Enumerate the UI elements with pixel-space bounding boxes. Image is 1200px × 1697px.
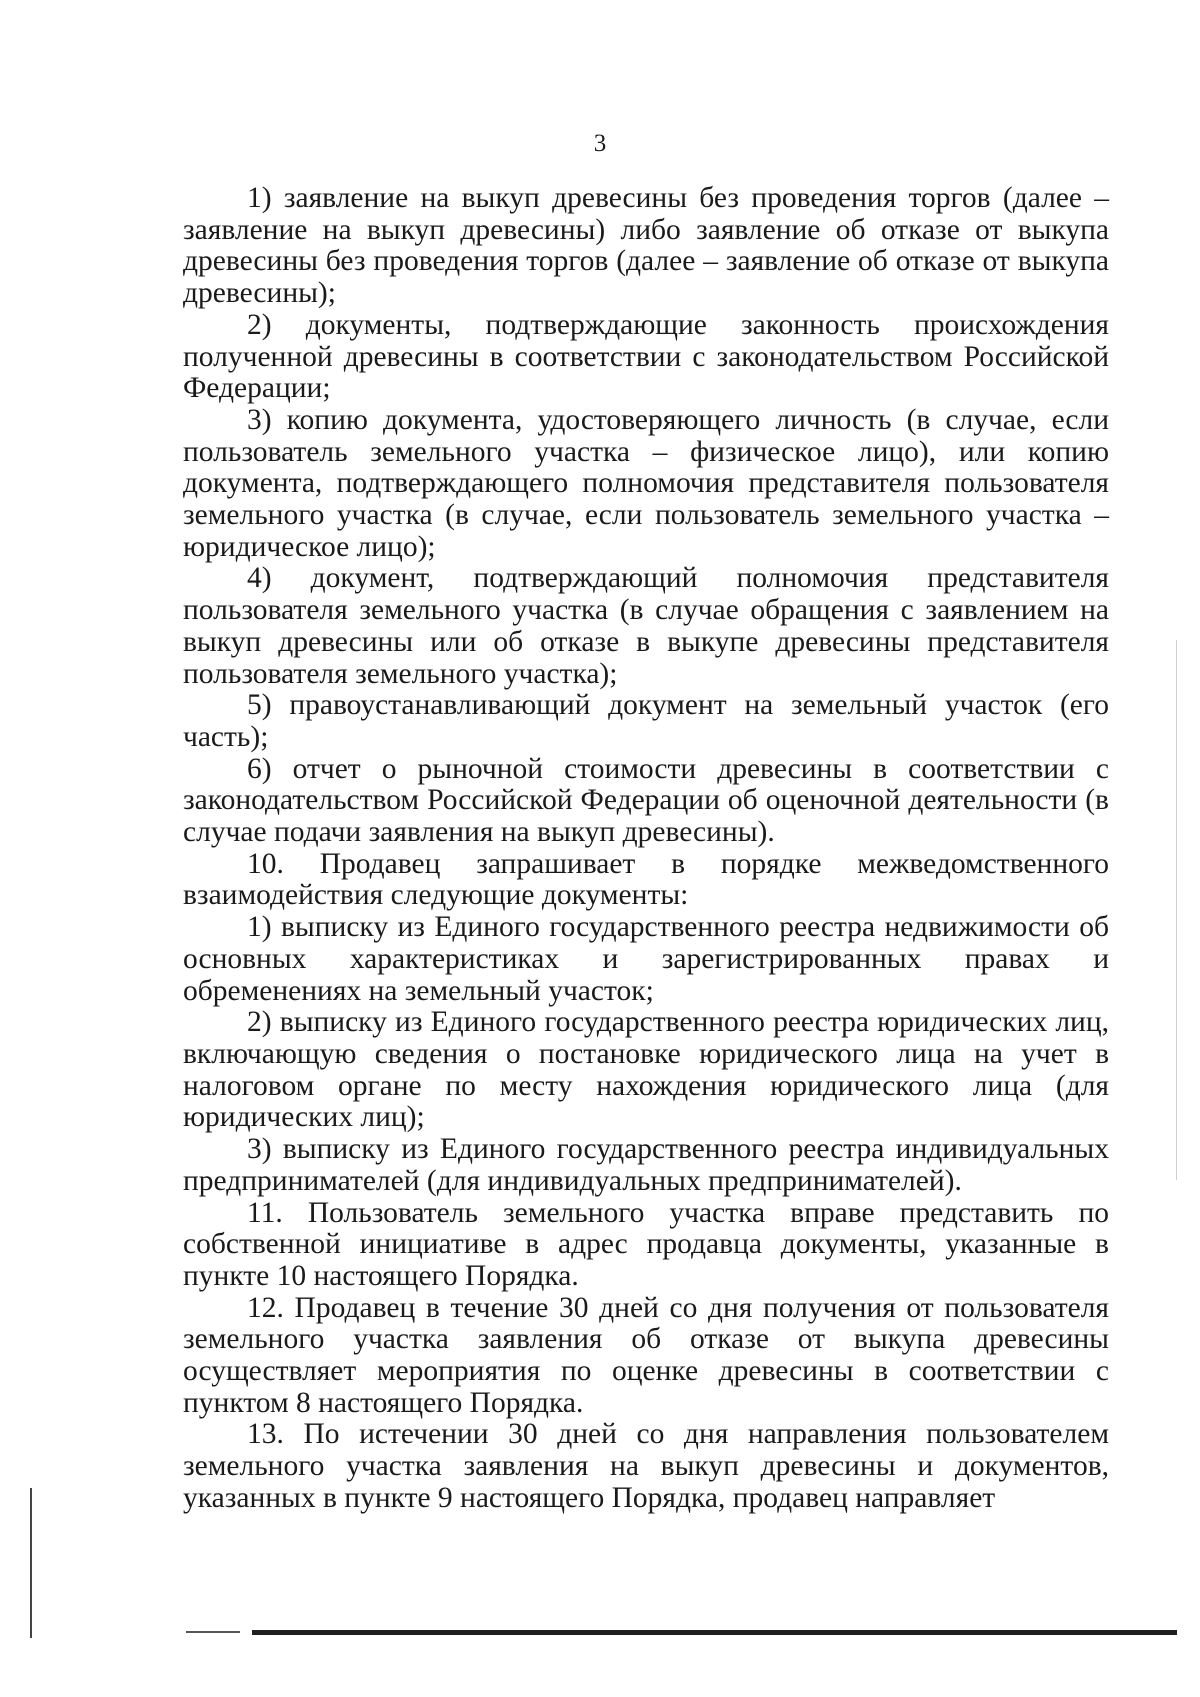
scan-edge-left	[30, 1488, 32, 1638]
paragraph-clause-10-item-2: 2) выписку из Единого государственного реестра юридических лиц, включающую сведения о постановке юридического лица на учет в налоговом органе по месту нахождения юридического лица (для юридических лиц);	[183, 1006, 1109, 1134]
paragraph-clause-13: 13. По истечении 30 дней со дня направления пользователем земельного участка заявления на выкуп древесины и документов, указанных в пункте 9 настоящего Порядка, продавец направляет	[183, 1418, 1109, 1514]
paragraph-item-4-representative-authority: 4) документ, подтверждающий полномочия представителя пользователя земельного участка (в случае обращения с заявлением на выкуп древесины или об отказе в выкупе древесины представителя пользователя земельного участка);	[183, 562, 1109, 690]
scan-edge-right	[1176, 640, 1177, 1180]
paragraph-clause-10-item-3: 3) выписку из Единого государственного реестра индивидуальных предпринимателей (для индивидуальных предпринимателей).	[183, 1133, 1109, 1197]
paragraph-clause-10: 10. Продавец запрашивает в порядке межведомственного взаимодействия следующие документы:	[183, 847, 1109, 912]
scan-edge-bottom	[252, 1630, 1177, 1635]
paragraph-item-2-wood-origin-documents: 2) документы, подтверждающие законность происхождения полученной древесины в соответствии с законодательством Российской Федерации;	[183, 308, 1109, 405]
scan-edge-bottom-dash	[186, 1631, 240, 1633]
paragraph-item-3-identity-copy: 3) копию документа, удостоверяющего личность (в случае, если пользователь земельного участка – физическое лицо), или копию документа, подтверждающего полномочия представителя пользователя земельного участка (в случае, если пользователь земельного участка – юридическое лицо);	[183, 403, 1109, 563]
paragraph-clause-11: 11. Пользователь земельного участка вправе представить по собственной инициативе в адрес продавца документы, указанные в пункте 10 настоящего Порядка.	[183, 1196, 1109, 1292]
document-body	[183, 183, 1109, 1515]
paragraph-clause-12: 12. Продавец в течение 30 дней со дня получения от пользователя земельного участка заявления об отказе от выкупа древесины осуществляет мероприятия по оценке древесины в соответствии с пунктом 8 настоящего Порядка.	[183, 1291, 1109, 1419]
paragraph-item-5-title-document: 5) правоустанавливающий документ на земельный участок (его часть);	[183, 689, 1109, 753]
paragraph-clause-10-item-1: 1) выписку из Единого государственного реестра недвижимости об основных характеристиках и зарегистрированных правах и обременениях на земельный участок;	[183, 911, 1109, 1007]
paragraph-item-1-application: 1) заявление на выкуп древесины без проведения торгов (далее – заявление на выкуп древесины) либо заявление об отказе от выкупа древесины без проведения торгов (далее – заявление об отказе от выкупа древесины);	[183, 182, 1109, 310]
paragraph-item-6-valuation-report: 6) отчет о рыночной стоимости древесины в соответствии с законодательством Российской Федерации об оценочной деятельности (в случае подачи заявления на выкуп древесины).	[183, 752, 1109, 849]
page-number: 3	[593, 130, 607, 157]
